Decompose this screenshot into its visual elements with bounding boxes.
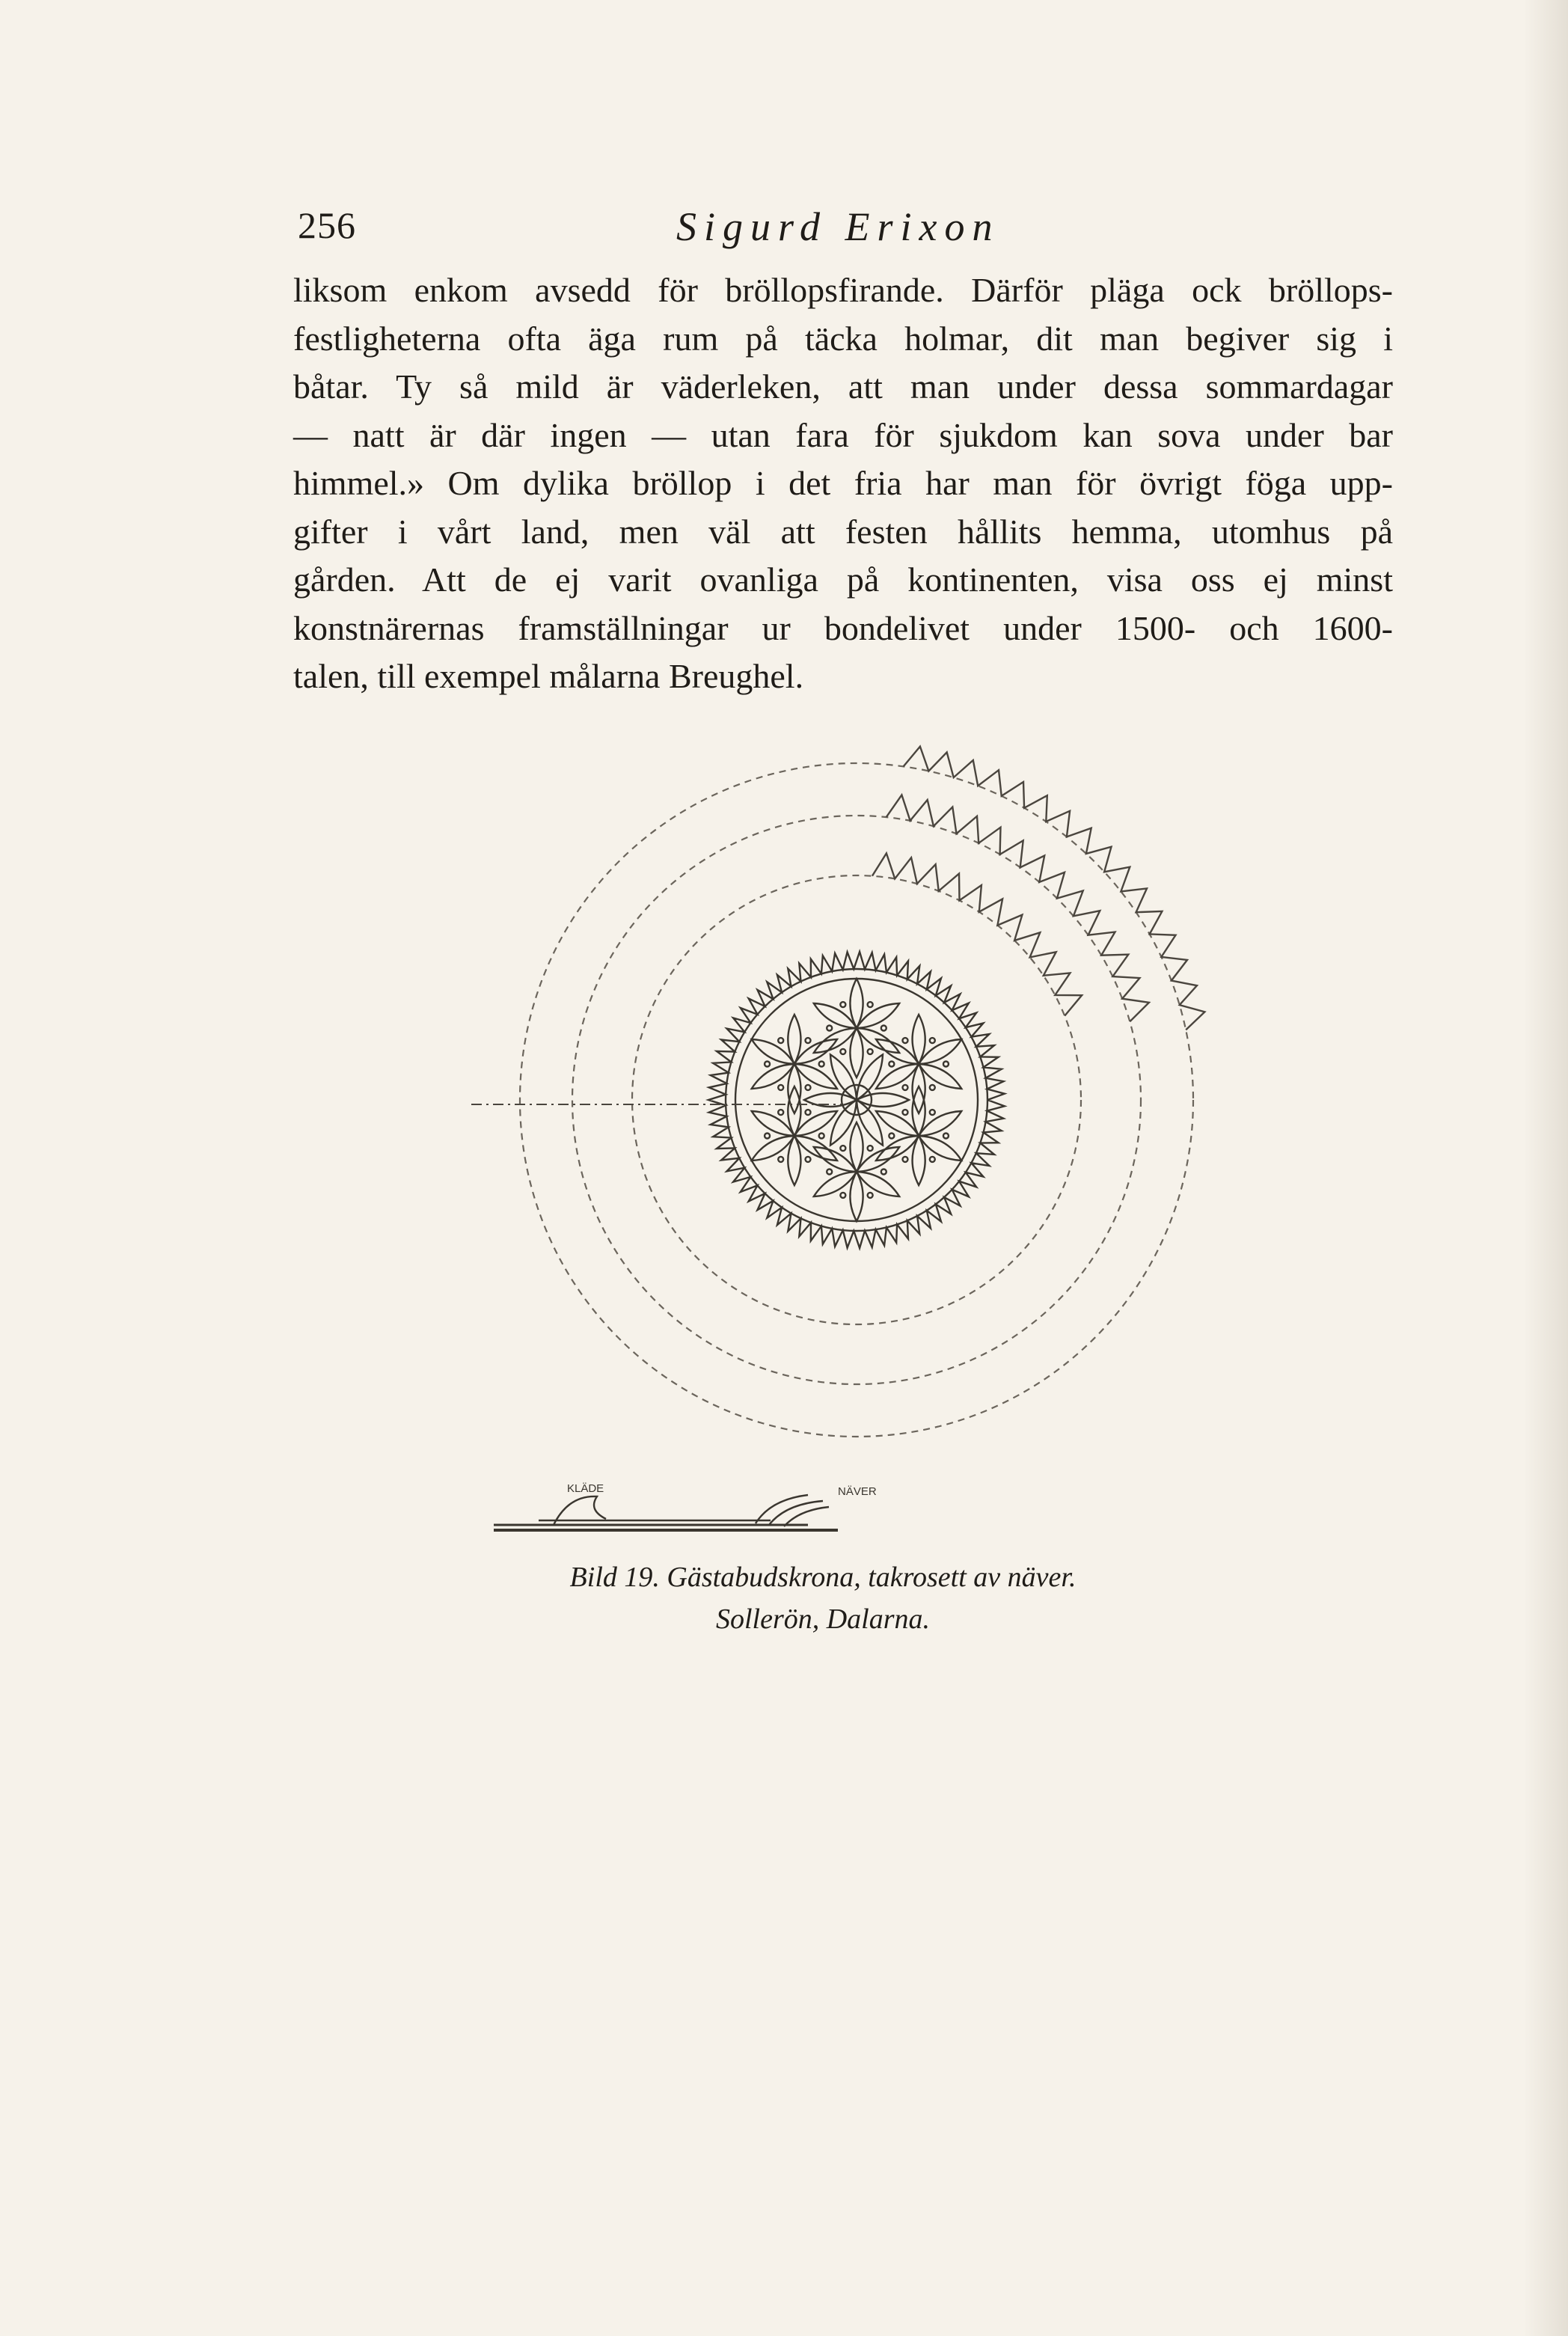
rosette-dot xyxy=(806,1038,811,1043)
rosette-dot xyxy=(902,1085,907,1090)
rosette-dot xyxy=(943,1062,949,1067)
label-bark: NÄVER xyxy=(838,1485,877,1498)
rosette-dot xyxy=(868,1002,873,1007)
cross-section-sketch xyxy=(494,1495,838,1530)
rosette-dot xyxy=(819,1134,824,1139)
rosette-dot xyxy=(778,1110,783,1115)
figure-caption xyxy=(449,1556,1197,1640)
rosette-dot xyxy=(840,1049,845,1054)
rosette-dot xyxy=(902,1110,907,1115)
rosette-dot xyxy=(881,1026,886,1031)
running-title: Sigurd Erixon xyxy=(676,204,1000,249)
rosette-dot xyxy=(806,1157,811,1162)
rosette-dot xyxy=(778,1157,783,1162)
rosette-dot xyxy=(868,1049,873,1054)
rosette-dot xyxy=(840,1002,845,1007)
label-cloth: KLÄDE xyxy=(567,1482,604,1495)
rosette-dot xyxy=(930,1038,935,1043)
caption-line-2: Sollerön, Dalarna. xyxy=(715,1603,931,1635)
rosette-dot xyxy=(881,1169,886,1175)
rosette-dot xyxy=(930,1110,935,1115)
rosette-dot xyxy=(840,1146,845,1151)
rosette-dot xyxy=(943,1134,949,1139)
rosette-dot xyxy=(902,1157,907,1162)
rosette-dot xyxy=(819,1062,824,1067)
section-bark-curl xyxy=(756,1495,808,1523)
rosette-dot xyxy=(902,1038,907,1043)
rosette-dot xyxy=(765,1134,770,1139)
rosette-dot xyxy=(930,1085,935,1090)
text-line: himmel.» Om dylika bröllop i det fria har man för övrigt föga upp- xyxy=(293,464,1393,502)
rosette-dot xyxy=(840,1193,845,1198)
text-line: konstnärernas framställningar ur bondelivet under 1500- och 1600- xyxy=(293,608,1393,647)
page-edge-shadow xyxy=(1523,0,1568,2336)
text-line: båtar. Ty så mild är väderleken, att man under dessa sommardagar xyxy=(293,367,1393,406)
body-paragraph xyxy=(293,266,1393,701)
rosette-dot xyxy=(889,1134,894,1139)
text-line: gifter i vårt land, men väl att festen hållits hemma, utomhus på xyxy=(293,512,1393,551)
zigzag-arc xyxy=(886,795,1149,1021)
rosette-dot xyxy=(868,1193,873,1198)
central-rosette xyxy=(708,952,1005,1248)
rosette-dot xyxy=(827,1169,832,1175)
text-line: festligheterna ofta äga rum på täcka holmar, dit man begiver sig i xyxy=(293,319,1393,358)
rosette-dot xyxy=(765,1062,770,1067)
figure-ceiling-rosette xyxy=(419,741,1227,1541)
page-number: 256 xyxy=(298,204,356,246)
text-line: talen, till exempel målarna Breughel. xyxy=(293,657,804,695)
rosette-dot xyxy=(930,1157,935,1162)
rosette-dot xyxy=(868,1146,873,1151)
rosette-drawing xyxy=(419,741,1227,1541)
text-line: liksom enkom avsedd för bröllopsfirande. Därför pläga ock bröllops- xyxy=(293,271,1393,309)
caption-line-1: Bild 19. Gästabudskrona, takrosett av näver. xyxy=(569,1562,1077,1593)
rosette-dot xyxy=(778,1085,783,1090)
running-head xyxy=(293,204,1356,263)
rosette-dot xyxy=(778,1038,783,1043)
rosette-dot xyxy=(806,1085,811,1090)
rosette-dot xyxy=(806,1110,811,1115)
rosette-dot xyxy=(827,1026,832,1031)
section-bark-curl xyxy=(784,1507,829,1526)
text-line: — natt är där ingen — utan fara för sjukdom kan sova under bar xyxy=(293,415,1393,454)
rosette-dot xyxy=(889,1062,894,1067)
text-line: gården. Att de ej varit ovanliga på kontinenten, visa oss ej minst xyxy=(293,560,1393,599)
